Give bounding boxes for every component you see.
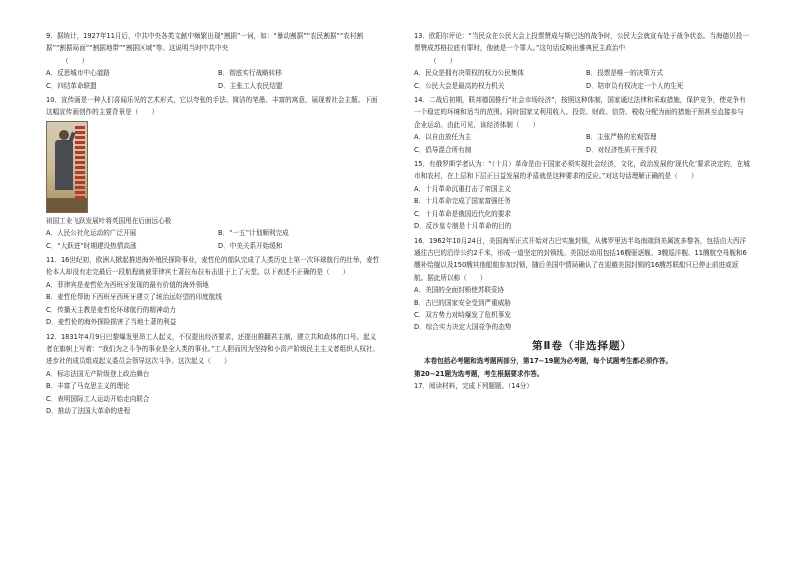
question-13-paren: （ ） [430, 56, 457, 65]
option-14d: D．对经济性质干预手段 [586, 145, 658, 154]
question-11 [46, 254, 382, 328]
question-10 [46, 94, 382, 252]
option-9a: A．反思城市中心道路 [46, 69, 110, 78]
option-9b: B．彻底实行战略转移 [218, 69, 282, 78]
question-10-stem: 10．宣传画是一种人们喜闻乐见的艺术形式，它以夸张的手法、简洁的笔墨、丰富的寓意，展现着社会主题。下面这幅宣传画创作的主要背景是（ ） [46, 96, 378, 117]
option-12d: D．推动了法国大革命的进程 [46, 406, 131, 415]
question-12-stem: 12．1831年4月9日巴黎爆发里昂工人起义，不仅提出经济要求，还提出推翻君主制，建立共和政体的口号。起义者在旗帜上写着：“我们为之斗争的事业是全人类的事业。”工人胆而因为坚持和小资产阶级民主主义者组织人权社、进步社的成员组成起义委员会领导这次斗争。这次起义（ ） [46, 332, 380, 366]
question-12 [46, 331, 382, 418]
option-15d: D．反沙皇专制是十月革命的目的 [414, 222, 512, 231]
option-15a: A．十月革命沉重打击了帝国主义 [414, 184, 511, 193]
question-16 [414, 235, 750, 334]
option-14b: B．主张严格的宏观管理 [586, 133, 657, 142]
option-11d: D．麦哲伦的海外探险损害了当地土著的利益 [46, 318, 177, 327]
right-column [414, 30, 750, 392]
question-14-stem: 14．二战后初期，联邦德国推行“社会市场经济”，按照这种体制，国家通过法律和采取措施，保护竞争，使竞争有一个稳定的环境和适当的范围。同时国家又利用收入、投资、财政、信贷、税收分配为面的措施干预甚至直接参与企业运动。由此可见，该经济体制（ ） [414, 96, 746, 129]
propaganda-poster-image [46, 121, 88, 213]
section-description: 本卷包括必考题和选考题两部分，第17~19题为必考题，每个试题考生都必须作答。 [424, 357, 673, 366]
option-12c: C．表明国际工人运动开始走向联合 [46, 394, 150, 403]
option-16d: D．综合实力决定大国竞争的态势 [414, 323, 512, 332]
question-15-stem: 15．有俄罗斯学者认为：“（十月）革命是由于国家必须实现社会经济，文化，政治发展的‘现代化’要求决定的，在城市和农村，在上层和下层正日益发展的矛盾就是这种要求的反应。”对这句话理解正确的是（ ） [414, 160, 750, 181]
section-title: 第Ⅱ卷（非选择题） [532, 339, 632, 352]
option-11b: B．麦哲伦帮助下西班牙西班牙建立了统治远好望的印度航线 [46, 293, 222, 302]
option-15c: C．十月革命是俄国近代化的要求 [414, 209, 511, 218]
section-description-2: 第20~21题为选考题，考生根据要求作答。 [414, 369, 544, 378]
option-10c: C．“大跃进”时期建设热情高涨 [46, 241, 137, 250]
option-12b: B．丰富了马克思主义的理论 [46, 382, 130, 391]
question-17-stem: 17．阅读材料，完成下列题题。（14分） [414, 381, 533, 390]
option-10d: D．中美关系开始缓和 [218, 241, 283, 250]
option-13c: C．公民大会是最高的权力机关 [414, 81, 505, 90]
option-10a: A．人民公社化运动的广泛开展 [46, 229, 137, 238]
option-16a: A．美国的全面封锁使苏联妥协 [414, 286, 505, 295]
question-15 [414, 158, 750, 232]
question-13 [414, 30, 750, 92]
option-13b: B．投票是唯一的决策方式 [586, 69, 664, 78]
question-16-stem: 16．1962年10月24日，美国海军正式开始对古巴实施封锁，从佛罗里达半岛南端到美属波多黎各，包括由大西洋通往古巴的沿岸公约2千米，形成一道坚定的封锁线。美国还动用包括16艘驱逐舰、3艘巡洋舰、11艘航空母舰和6艘补给舰以及150艘其他船舶参加封锁，随后美国中情局确认了在迎越美国封锁的16艘苏联船只已停止前进或返航。据此所以称（ ） [414, 236, 747, 282]
option-10b: B．“一五”计划顺利完成 [218, 229, 289, 238]
question-9-stem: 9．据统计，1927年11月后，中共中央各类文献中频繁出现“割据”一词，如：“暴动割据”“农民割据”“农村割据”“割据局面”“割据地带”“割据区域”等。这说明当时中共中央 [46, 32, 364, 53]
option-16c: C．双方势力对峙爆发了危机事发 [414, 310, 511, 319]
option-15b: B．十月革命完成了国家富强任务 [414, 197, 511, 206]
option-14a: A．以自由放任为主 [414, 133, 472, 142]
question-9-paren: （ ） [62, 56, 89, 65]
question-11-stem: 11．16世纪初，欧洲人掀起推进海外殖民探险事业，麦哲伦的船队完成了人类历史上第一次环球航行的壮举，麦哲伦本人却没有走完最后一段航程就被菲律宾土著拉布拉布击退于上了天堂。以下表述不正确的是（ ） [46, 256, 380, 277]
option-16b: B．古巴的国家安全受到严重威胁 [414, 298, 511, 307]
option-11c: C．传播天主教是麦哲伦环球航行的精神动力 [46, 305, 176, 314]
poster-caption: 祖国工业飞跃发展叶将英国甩在后面远心极 [46, 216, 172, 225]
left-column [46, 30, 382, 419]
option-13d: D．陪审员有权决定一个人的生死 [586, 81, 684, 90]
option-11a: A．菲律宾是麦哲伦为西班牙发现的最有价值的海外领地 [46, 280, 209, 289]
option-9d: D．主张工人农民结盟 [218, 81, 283, 90]
option-12a: A．标志法国无产阶级登上政治舞台 [46, 369, 150, 378]
question-9 [46, 30, 382, 92]
option-14c: C．倡导混合所有制 [414, 145, 472, 154]
option-9c: C．四结革命联盟 [46, 81, 97, 90]
question-14 [414, 94, 750, 156]
option-13a: A．民众是拥有决策权的权力公民集体 [414, 69, 525, 78]
question-13-stem: 13．欧阳尔评论：“当民众在公民大会上投票赞成与斯巴达的战争时，公民大会就宣布处于战争状态。当海德贝投一票赞成苏格拉底有罪时，他就是一个罪人。”这句话反映出雅典民主政治中 [414, 32, 749, 53]
